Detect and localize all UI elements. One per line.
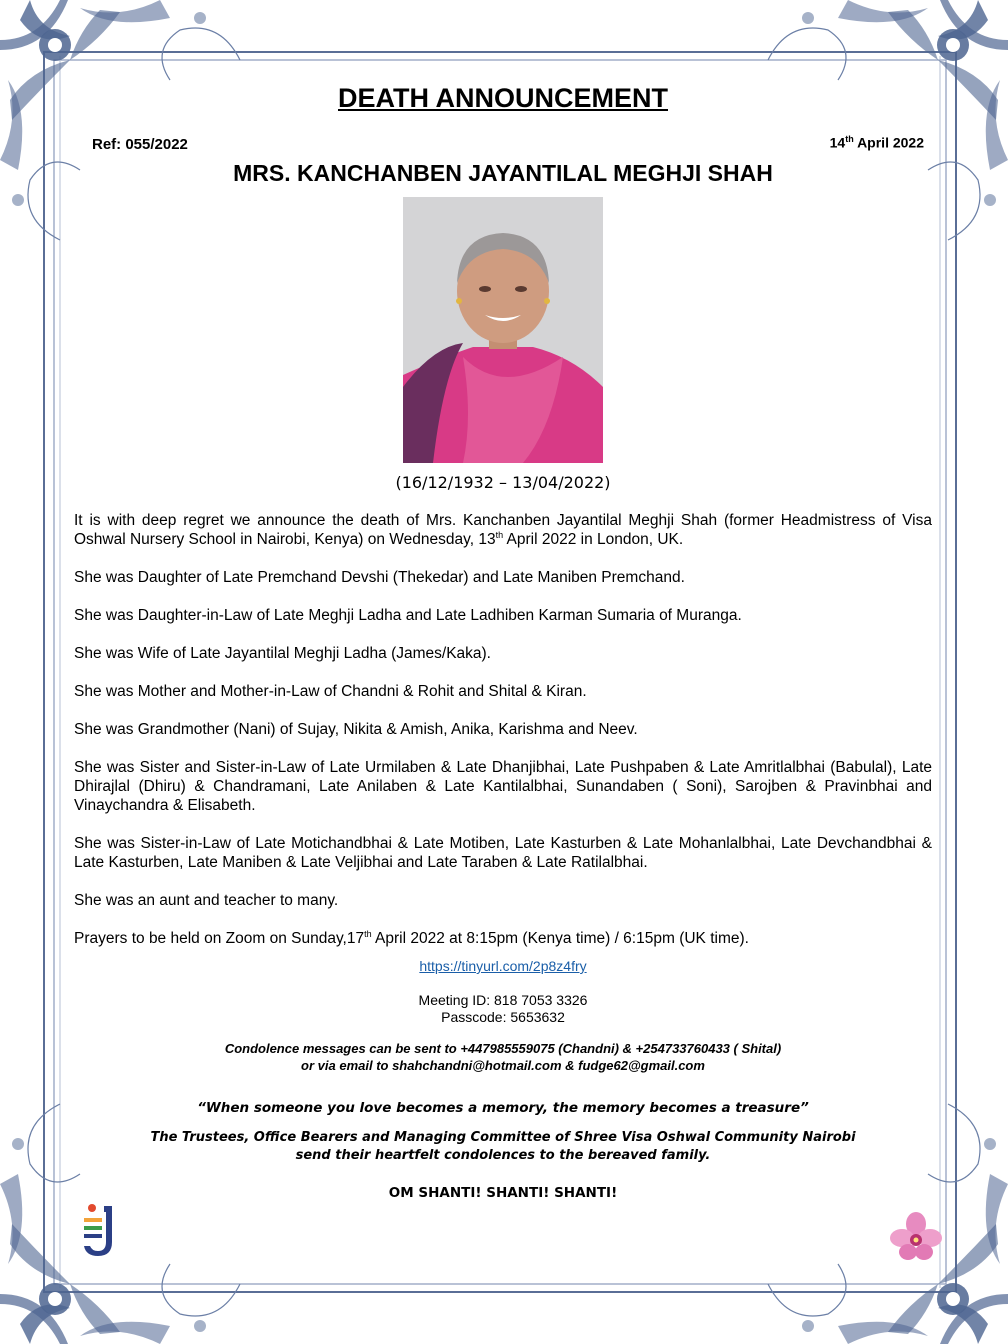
intro-text: It is with deep regret we announce the death of Mrs. Kanchanben Jayantilal Meghji Shah (former Headmistress of Visa Oshwal Nursery School in Nairobi, Kenya) on Wednesday, 13 bbox=[74, 512, 932, 548]
family-paragraph: She was Mother and Mother-in-Law of Chandni & Rohit and Shital & Kiran. bbox=[74, 683, 587, 700]
condolence-phones: Condolence messages can be sent to +447985559075 (Chandni) & +254733760433 ( Shital) bbox=[224, 1041, 782, 1056]
family-paragraph: She was Wife of Late Jayantilal Meghji Ladha (James/Kaka). bbox=[74, 645, 491, 662]
life-dates: (16/12/1932 – 13/04/2022) bbox=[395, 473, 611, 492]
meeting-details bbox=[74, 992, 932, 1026]
family-paragraph: She was Grandmother (Nani) of Sujay, Nikita & Amish, Anika, Karishma and Neev. bbox=[74, 721, 638, 738]
family-paragraph: She was Sister and Sister-in-Law of Late Urmilaben & Late Dhanjibhai, Late Pushpaben & Late Amritlalbhai (Babulal), Late Dhirajlal (Dhiru) & Chandramani, Late Anilaben & Late Kantilalbhai, Sunandaben ( Soni), Sarojben & Pravinbhai and Vinaychandra & Elisabeth. bbox=[74, 759, 932, 814]
meeting-id: Meeting ID: 818 7053 3326 bbox=[418, 992, 588, 1008]
trustees-message bbox=[74, 1129, 932, 1165]
family-paragraph: She was Daughter-in-Law of Late Meghji Ladha and Late Ladhiben Karman Sumaria of Muranga. bbox=[74, 607, 742, 624]
announcement-date bbox=[830, 134, 924, 151]
condolence-emails: or via email to shahchandni@hotmail.com & fudge62@gmail.com bbox=[301, 1058, 705, 1073]
community-logo-icon bbox=[80, 1202, 122, 1260]
reference-number: Ref: 055/2022 bbox=[92, 136, 188, 153]
memorial-quote: “When someone you love becomes a memory, the memory becomes a treasure” bbox=[197, 1100, 809, 1116]
zoom-link[interactable]: https://tinyurl.com/2p8z4fry bbox=[419, 958, 587, 974]
prayers-text-end: April 2022 at 8:15pm (Kenya time) / 6:15pm (UK time). bbox=[371, 930, 749, 947]
intro-text-end: April 2022 in London, UK. bbox=[503, 531, 684, 548]
prayers-text: Prayers to be held on Zoom on Sunday,17 bbox=[74, 930, 365, 947]
page-title: DEATH ANNOUNCEMENT bbox=[338, 83, 668, 113]
ref-row bbox=[74, 132, 932, 158]
passcode: Passcode: 5653632 bbox=[441, 1009, 565, 1025]
deceased-name: MRS. KANCHANBEN JAYANTILAL MEGHJI SHAH bbox=[233, 160, 773, 186]
family-paragraph: She was Daughter of Late Premchand Devshi (Thekedar) and Late Maniben Premchand. bbox=[74, 569, 685, 586]
family-paragraph: She was Sister-in-Law of Late Motichandbhai & Late Motiben, Late Kasturben & Late Mohanlalbhai, Late Devchandbhai & Late Kasturben, Late Maniben & Late Veljibhai and Late Taraben & Late Ratilalbhai. bbox=[74, 835, 932, 871]
closing-prayer: OM SHANTI! SHANTI! SHANTI! bbox=[388, 1185, 618, 1201]
prayers-paragraph bbox=[74, 929, 932, 948]
orchid-icon bbox=[890, 1210, 942, 1262]
condolence-info bbox=[74, 1040, 932, 1074]
family-paragraph: She was an aunt and teacher to many. bbox=[74, 892, 339, 909]
announcement-body bbox=[74, 78, 932, 1201]
prayers-sup: th bbox=[364, 928, 372, 939]
trustees-line: The Trustees, Office Bearers and Managing Committee of Shree Visa Oshwal Community Nairobi bbox=[150, 1130, 856, 1145]
date-rest: April 2022 bbox=[853, 134, 924, 151]
date-day: 14 bbox=[829, 134, 846, 151]
date-suffix: th bbox=[845, 134, 854, 144]
portrait-photo bbox=[403, 197, 603, 463]
trustees-line: send their heartfelt condolences to the bereaved family. bbox=[295, 1148, 711, 1163]
intro-paragraph bbox=[74, 511, 932, 549]
intro-sup: th bbox=[495, 529, 504, 540]
